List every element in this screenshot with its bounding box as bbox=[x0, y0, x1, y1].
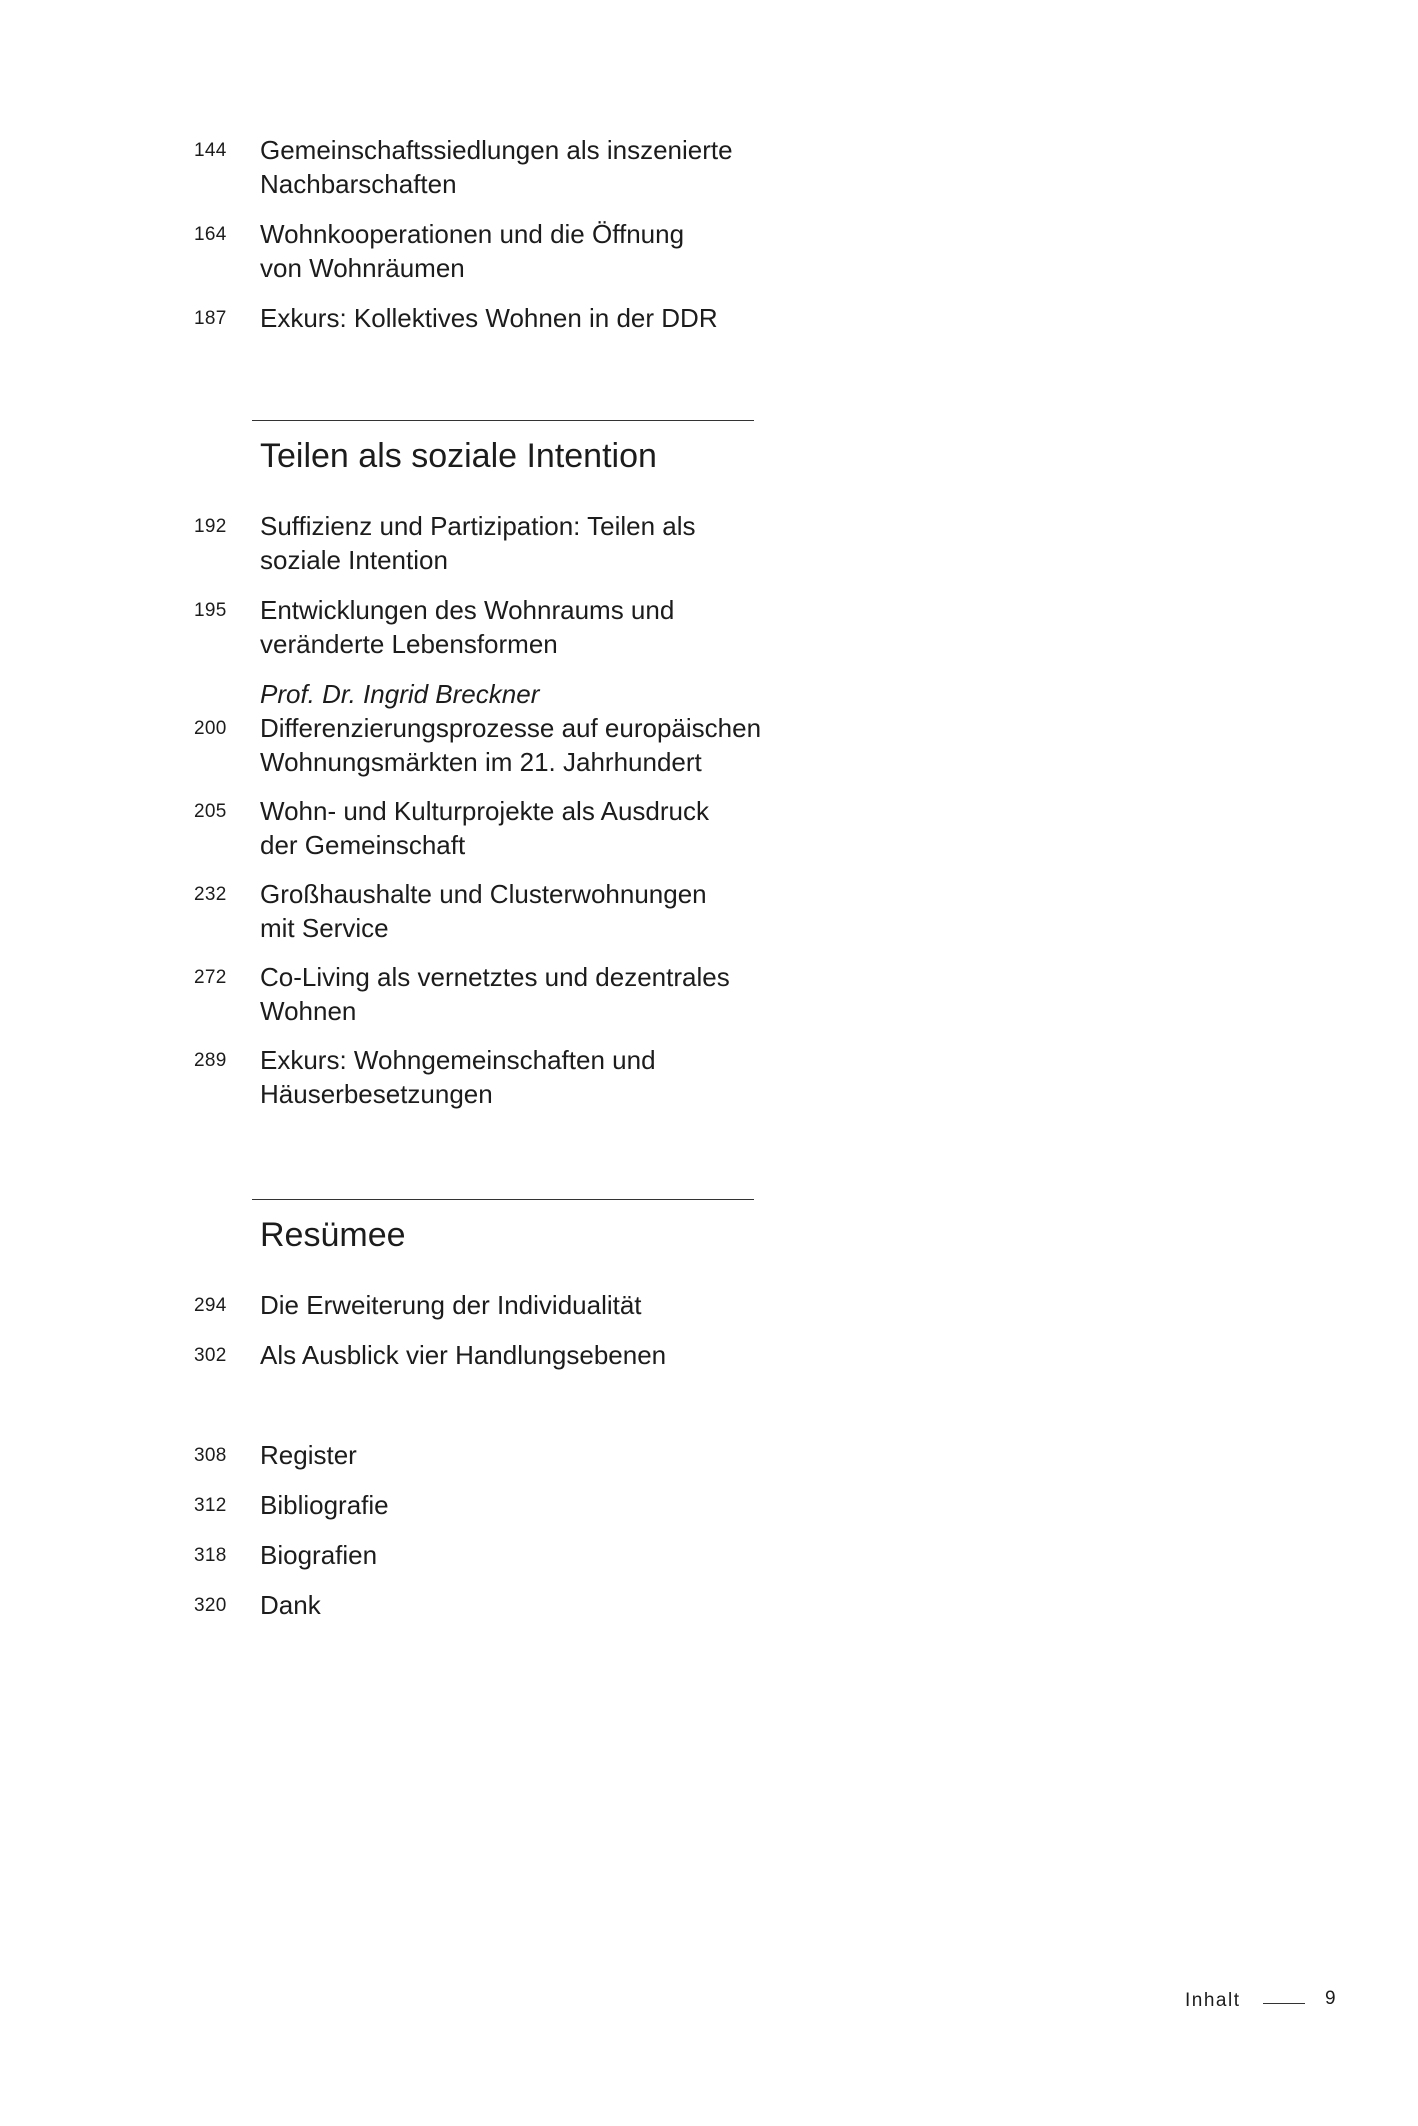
entry-title-line: Als Ausblick vier Handlungsebenen bbox=[260, 1340, 667, 1370]
page-number: 308 bbox=[194, 1445, 227, 1466]
entry-title-line: Co-Living als vernetztes und dezentrales bbox=[260, 962, 730, 992]
entry-title bbox=[260, 1538, 780, 1572]
page-number: 232 bbox=[194, 884, 227, 905]
entry-title-line: Bibliografie bbox=[260, 1490, 389, 1520]
page-number: 289 bbox=[194, 1050, 227, 1071]
entry-title-line: veränderte Lebensformen bbox=[260, 629, 558, 659]
section-divider bbox=[252, 420, 754, 421]
entry-title-line: Großhaushalte und Clusterwohnungen bbox=[260, 879, 707, 909]
entry-title-line: mit Service bbox=[260, 913, 389, 943]
entry-title-line: Wohn- und Kulturprojekte als Ausdruck bbox=[260, 796, 709, 826]
page-number: 272 bbox=[194, 967, 227, 988]
entry-title bbox=[260, 133, 780, 201]
page-number: 320 bbox=[194, 1595, 227, 1616]
entry-title bbox=[260, 794, 780, 862]
entry-title bbox=[260, 1488, 780, 1522]
entry-title-line: Exkurs: Wohngemeinschaften und bbox=[260, 1045, 656, 1075]
entry-title-line: Nachbarschaften bbox=[260, 169, 457, 199]
entry-title-line: Die Erweiterung der Individualität bbox=[260, 1290, 642, 1320]
entry-title-line: Biografien bbox=[260, 1540, 378, 1570]
entry-title-line: Gemeinschaftssiedlungen als inszenierte bbox=[260, 135, 733, 165]
running-footer-label: Inhalt bbox=[1185, 1990, 1241, 2011]
page-number: 302 bbox=[194, 1345, 227, 1366]
entry-title bbox=[260, 1043, 780, 1111]
page-number: 312 bbox=[194, 1495, 227, 1516]
footer-divider bbox=[1263, 2003, 1305, 2004]
entry-title-line: Wohnungsmärkten im 21. Jahrhundert bbox=[260, 747, 702, 777]
section-heading: Teilen als soziale Intention bbox=[260, 437, 657, 475]
entry-title bbox=[260, 1338, 780, 1372]
page-number: 144 bbox=[194, 140, 227, 161]
entry-title bbox=[260, 960, 780, 1028]
entry-title bbox=[260, 593, 780, 661]
entry-title-line: soziale Intention bbox=[260, 545, 448, 575]
entry-title-line: Differenzierungsprozesse auf europäischen bbox=[260, 713, 762, 743]
entry-title bbox=[260, 1438, 780, 1472]
entry-title-line: Exkurs: Kollektives Wohnen in der DDR bbox=[260, 303, 718, 333]
section-divider bbox=[252, 1199, 754, 1200]
entry-title bbox=[260, 301, 780, 335]
entry-title bbox=[260, 677, 780, 779]
entry-title-line: von Wohnräumen bbox=[260, 253, 465, 283]
entry-author: Prof. Dr. Ingrid Breckner bbox=[260, 679, 540, 709]
entry-title-line: Häuserbesetzungen bbox=[260, 1079, 493, 1109]
entry-title-line: Wohnen bbox=[260, 996, 357, 1026]
page-number-footer: 9 bbox=[1325, 1988, 1336, 2009]
entry-title bbox=[260, 1588, 780, 1622]
page-number: 192 bbox=[194, 516, 227, 537]
entry-title bbox=[260, 509, 780, 577]
page-number: 318 bbox=[194, 1545, 227, 1566]
page-number: 294 bbox=[194, 1295, 227, 1316]
entry-title bbox=[260, 217, 780, 285]
page-number: 187 bbox=[194, 308, 227, 329]
page-number: 164 bbox=[194, 224, 227, 245]
entry-title-line: Entwicklungen des Wohnraums und bbox=[260, 595, 675, 625]
entry-title-line: Register bbox=[260, 1440, 357, 1470]
page-number: 195 bbox=[194, 600, 227, 621]
entry-title-line: Dank bbox=[260, 1590, 321, 1620]
section-heading: Resümee bbox=[260, 1216, 406, 1254]
entry-title-line: der Gemeinschaft bbox=[260, 830, 466, 860]
entry-title bbox=[260, 1288, 780, 1322]
entry-title-line: Suffizienz und Partizipation: Teilen als bbox=[260, 511, 696, 541]
page-number: 200 bbox=[194, 718, 227, 739]
entry-title bbox=[260, 877, 780, 945]
page-number: 205 bbox=[194, 801, 227, 822]
entry-title-line: Wohnkooperationen und die Öffnung bbox=[260, 219, 685, 249]
